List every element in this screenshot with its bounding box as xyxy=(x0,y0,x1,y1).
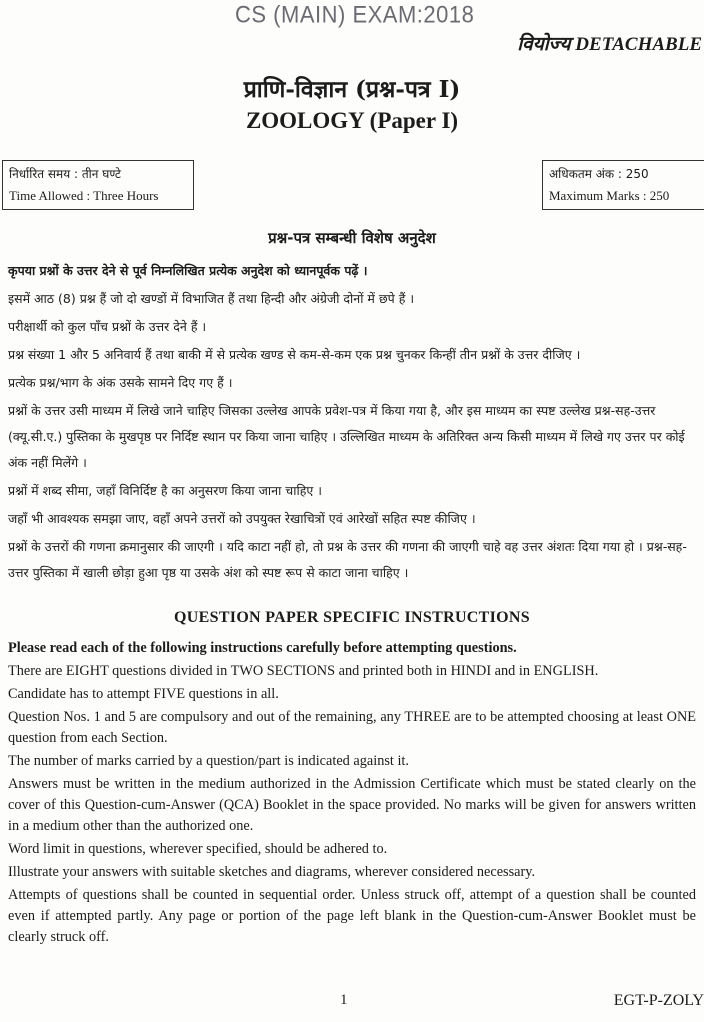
instruction-item-hindi: इसमें आठ (8) प्रश्न हैं जो दो खण्डों में विभाजित हैं तथा हिन्दी और अंग्रेजी दोनों में छपे हैं । xyxy=(8,291,415,306)
time-allowed-box xyxy=(2,160,194,210)
time-allowed-english: Time Allowed : Three Hours xyxy=(9,188,159,203)
instruction-item-hindi: प्रत्येक प्रश्न/भाग के अंक उसके सामने दिए गए हैं । xyxy=(8,375,233,390)
instruction-item-english: Candidate has to attempt FIVE questions in all. xyxy=(8,686,279,702)
instruction-item-hindi: प्रश्नों के उत्तरों की गणना क्रमानुसार की जाएगी । यदि काटा नहीं हो, तो प्रश्न के उत्तर की गणना की जाएगी चाहे वह उत्तर अंशतः दिया गया हो । प्रश्न-सह-उत्तर पुस्तिका में खाली छोड़ा हुआ पृष्ठ या उसके अंश को स्पष्ट रूप से काटा जाना चाहिए । xyxy=(8,539,687,580)
instructions-lead-english: Please read each of the following instructions carefully before attempting questions. xyxy=(8,640,517,656)
instruction-item-english: Word limit in questions, wherever specified, should be adhered to. xyxy=(8,841,388,857)
instruction-item-hindi: प्रश्नों के उत्तर उसी माध्यम में लिखे जाने चाहिए जिसका उल्लेख आपके प्रवेश-पत्र में किया गया है, और इस माध्यम का स्पष्ट उल्लेख प्रश्न-सह-उत्तर (क्यू.सी.ए.) पुस्तिका के मुखपृष्ठ पर निर्दिष्ट स्थान पर किया जाना चाहिए । उल्लिखित माध्यम के अतिरिक्त अन्य किसी माध्यम में लिखे गए उत्तर पर कोई अंक नहीं मिलेंगे । xyxy=(8,403,685,470)
instruction-item-hindi: परीक्षार्थी को कुल पाँच प्रश्नों के उत्तर देने हैं । xyxy=(8,319,207,334)
instruction-item-hindi: प्रश्न संख्या 1 और 5 अनिवार्य हैं तथा बाकी में से प्रत्येक खण्ड से कम-से-कम एक प्रश्न चुनकर किन्हीं तीन प्रश्नों के उत्तर दीजिए । xyxy=(8,347,581,362)
exam-stamp: CS (MAIN) EXAM:2018 xyxy=(235,0,475,29)
time-allowed-hindi: निर्धारित समय : तीन घण्टे xyxy=(9,167,121,181)
instructions-lead-hindi: कृपया प्रश्नों के उत्तर देने से पूर्व निम्नलिखित प्रत्येक अनुदेश को ध्यानपूर्वक पढ़ें । xyxy=(8,263,368,278)
instruction-item-hindi: प्रश्नों में शब्द सीमा, जहाँ विनिर्दिष्ट है का अनुसरण किया जाना चाहिए । xyxy=(8,483,322,498)
instruction-item-english: The number of marks carried by a question/part is indicated against it. xyxy=(8,753,409,769)
detachable-label: वियोज्य DETACHABLE xyxy=(517,34,702,55)
title-english: ZOOLOGY (Paper I) xyxy=(245,108,459,133)
title-hindi: प्राणि-विज्ञान (प्रश्न-पत्र I) xyxy=(243,76,461,103)
page-number: 1 xyxy=(340,992,348,1008)
instruction-item-hindi: जहाँ भी आवश्यक समझा जाए, वहाँ अपने उत्तरों को उपयुक्त रेखाचित्रों एवं आरेखों सहित स्पष्ट कीजिए । xyxy=(8,511,476,526)
instruction-item-english: There are EIGHT questions divided in TWO SECTIONS and printed both in HINDI and in ENGLISH. xyxy=(8,663,599,679)
max-marks-box xyxy=(542,160,704,210)
instructions-heading-hindi: प्रश्न-पत्र सम्बन्धी विशेष अनुदेश xyxy=(268,229,436,247)
instruction-item-english: Attempts of questions shall be counted in sequential order. Unless struck off, attempt of a question shall be counted even if attempted partly. Any page or portion of the page left blank in the Question-cum-Answer Booklet must be clearly struck off. xyxy=(8,887,696,945)
paper-code: EGT-P-ZOLY xyxy=(613,992,704,1009)
instruction-item-english: Illustrate your answers with suitable sketches and diagrams, wherever considered necessary. xyxy=(8,864,536,880)
instructions-heading-english: QUESTION PAPER SPECIFIC INSTRUCTIONS xyxy=(174,609,530,626)
max-marks-hindi: अधिकतम अंक : 250 xyxy=(549,167,649,181)
instructions-hindi xyxy=(8,258,698,588)
instruction-item-english: Answers must be written in the medium authorized in the Admission Certificate which must be stated clearly on the cover of this Question-cum-Answer (QCA) Booklet in the space provided. No marks will be given for answers written in a medium other than the authorized one. xyxy=(8,776,696,834)
instruction-item-english: Question Nos. 1 and 5 are compulsory and out of the remaining, any THREE are to be attempted choosing at least ONE question from each Section. xyxy=(8,709,696,746)
max-marks-english: Maximum Marks : 250 xyxy=(549,188,670,203)
instructions-english xyxy=(8,638,696,950)
